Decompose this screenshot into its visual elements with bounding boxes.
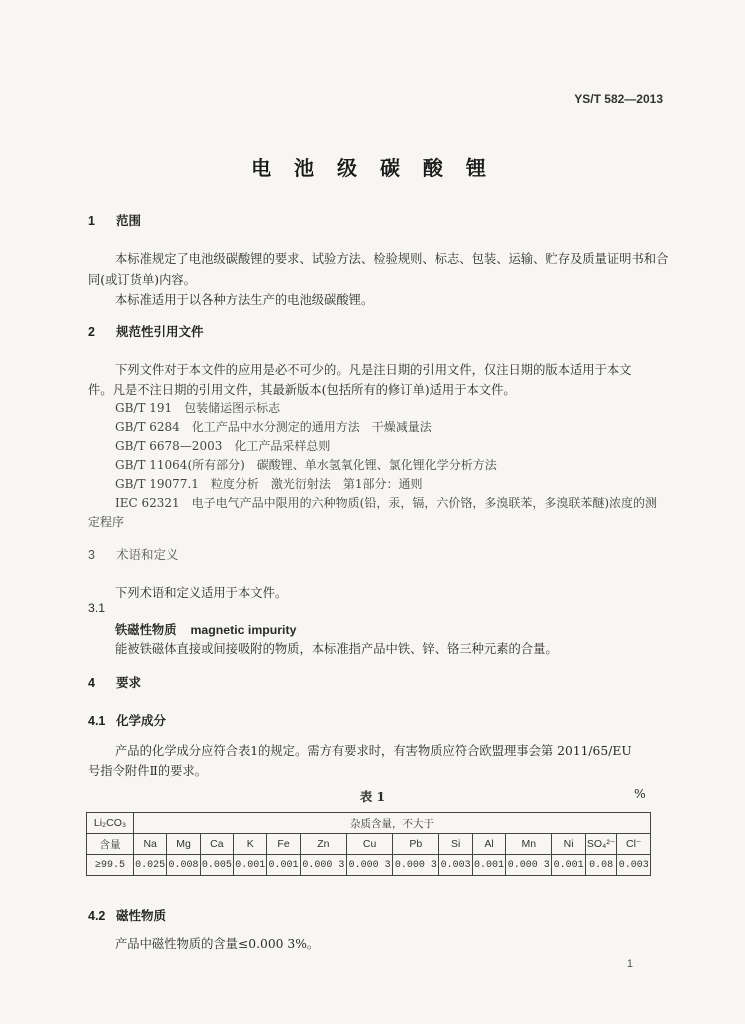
table-header-cell: Zn: [300, 834, 346, 855]
table-header-cell: Fe: [267, 834, 300, 855]
paragraph: 下列术语和定义适用于本文件。: [115, 586, 288, 600]
section-number: 4.2: [88, 909, 106, 923]
table-cell: 0.003: [617, 855, 651, 876]
table-cell: 0.001: [552, 855, 585, 876]
table-cell: 0.001: [234, 855, 267, 876]
table-cell: 0.003: [439, 855, 472, 876]
table-header-cell: Ni: [552, 834, 585, 855]
section-number: 1: [88, 214, 95, 228]
section-title: 范围: [116, 213, 142, 228]
section-number: 4: [88, 676, 95, 690]
section-title: 要求: [116, 675, 142, 690]
table-unit: %: [634, 787, 646, 801]
section-4-2-heading: [88, 906, 166, 924]
reference-item: GB/T 6678—2003 化工产品采样总则: [115, 439, 331, 453]
paragraph: 本标准规定了电池级碳酸锂的要求、试验方法、检验规则、标志、包装、运输、贮存及质量证明书和合: [115, 252, 669, 266]
section-title: 术语和定义: [116, 547, 179, 562]
reference-item: GB/T 191 包装储运图示标志: [115, 401, 281, 415]
table-header-cell: Si: [439, 834, 472, 855]
table-row: [87, 855, 651, 876]
section-4-heading: [88, 673, 141, 691]
reference-item: GB/T 6284 化工产品中水分测定的通用方法 干燥减量法: [115, 420, 432, 434]
paragraph: 同(或订货单)内容。: [88, 273, 196, 287]
table-header-cell: SO₄²⁻: [585, 834, 617, 855]
section-4-1-heading: [88, 711, 166, 729]
table-cell: 0.005: [200, 855, 233, 876]
reference-item-continued: 定程序: [88, 515, 125, 529]
table-cell: 0.000 3: [300, 855, 346, 876]
section-number: 3: [88, 548, 95, 562]
section-1-heading: [88, 211, 141, 229]
section-title: 规范性引用文件: [116, 324, 204, 339]
table-header-cell: 杂质含量，不大于: [134, 813, 651, 834]
term-chinese: 铁磁性物质: [115, 622, 177, 637]
table-header-cell: Pb: [393, 834, 439, 855]
table-cell: 0.008: [167, 855, 200, 876]
table-cell: 0.000 3: [346, 855, 392, 876]
table-header-cell: Cl⁻: [617, 834, 651, 855]
table-header-cell: Li₂CO₃: [87, 813, 134, 834]
section-3-heading: [88, 545, 179, 563]
clause-number: 3.1: [88, 601, 106, 615]
chemical-composition-table: [86, 812, 651, 876]
paragraph: 号指令附件Ⅱ的要求。: [88, 764, 208, 778]
table-cell: 0.000 3: [393, 855, 439, 876]
table-cell: 0.08: [585, 855, 617, 876]
term-line: [115, 620, 296, 638]
paragraph: 本标准适用于以各种方法生产的电池级碳酸锂。: [115, 293, 374, 307]
section-title: 化学成分: [116, 713, 167, 728]
definition: 能被铁磁体直接或间接吸附的物质，本标准指产品中铁、锌、铬三种元素的合量。: [115, 642, 558, 656]
paragraph: 产品的化学成分应符合表1的规定。需方有要求时，有害物质应符合欧盟理事会第 2011/65/EU: [115, 744, 632, 758]
page-number: 1: [626, 958, 633, 970]
page-title: 电 池 级 碳 酸 锂: [251, 156, 494, 180]
section-2-heading: [88, 322, 204, 340]
table-cell: ≥99.5: [87, 855, 134, 876]
table-header-cell: Ca: [200, 834, 233, 855]
paragraph: 产品中磁性物质的含量≤0.000 3%。: [115, 937, 320, 951]
table-header-cell: 含量: [87, 834, 134, 855]
table-cell: 0.025: [134, 855, 167, 876]
reference-item: IEC 62321 电子电气产品中限用的六种物质(铅，汞，镉，六价铬，多溴联苯，多溴联苯醚)浓度的测: [115, 496, 658, 510]
reference-item: GB/T 19077.1 粒度分析 激光衍射法 第1部分：通则: [115, 477, 423, 491]
table-header-row: [87, 834, 651, 855]
term-english: magnetic impurity: [190, 623, 297, 637]
table-cell: 0.001: [267, 855, 300, 876]
section-number: 4.1: [88, 714, 106, 728]
standard-number: YS/T 582—2013: [574, 92, 663, 106]
table-header-cell: Al: [472, 834, 505, 855]
table-header-cell: Cu: [346, 834, 392, 855]
table-caption: 表 1: [359, 789, 386, 804]
reference-item: GB/T 11064(所有部分) 碳酸锂、单水氢氧化锂、氯化锂化学分析方法: [115, 458, 497, 472]
table-header-cell: Mg: [167, 834, 200, 855]
section-number: 2: [88, 325, 95, 339]
paragraph: 下列文件对于本文件的应用是必不可少的。凡是注日期的引用文件，仅注日期的版本适用于本文: [115, 363, 632, 377]
section-title: 磁性物质: [116, 908, 167, 923]
table-header-cell: Mn: [506, 834, 552, 855]
paragraph: 件。凡是不注日期的引用文件，其最新版本(包括所有的修订单)适用于本文件。: [88, 383, 516, 397]
table-cell: 0.001: [472, 855, 505, 876]
table-cell: 0.000 3: [506, 855, 552, 876]
table-header-cell: K: [234, 834, 267, 855]
table-header-cell: Na: [134, 834, 167, 855]
table-header-row: [87, 813, 651, 834]
